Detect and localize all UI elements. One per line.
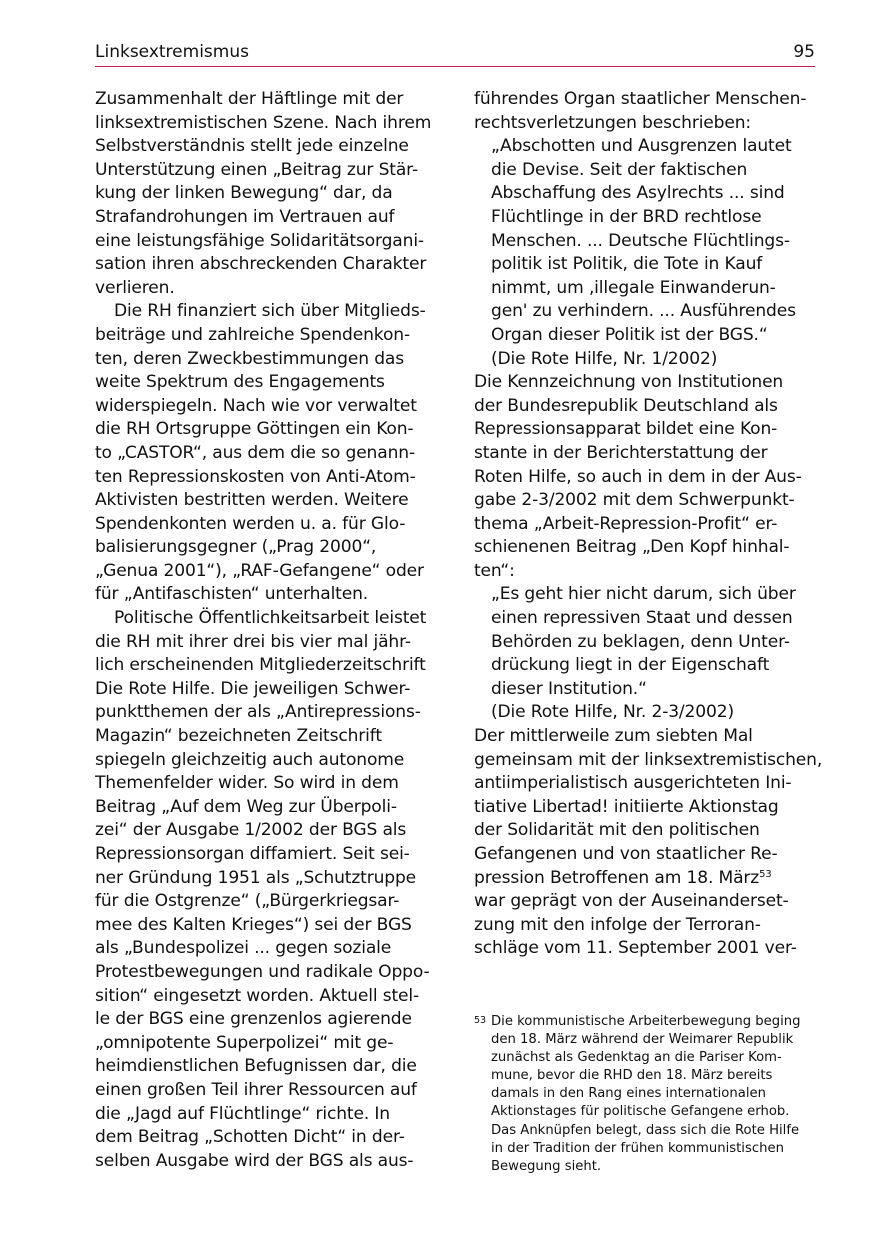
text-line-content: rechtsverletzungen beschrieben: [474, 112, 752, 133]
text-line-content: die „Jagd auf Flüchtlinge“ richte. In [95, 1103, 390, 1124]
running-title: Linksextremismus [95, 42, 249, 62]
text-line [95, 1079, 441, 1103]
text-line-content: Themenfelder wider. So wird in dem [95, 773, 399, 794]
text-line-content: dem Beitrag „Schotten Dicht“ in der- [95, 1127, 405, 1148]
text-line-content: selben Ausgabe wird der BGS als aus- [95, 1150, 414, 1171]
text-line [474, 159, 820, 183]
footnote-line: Aktionstages für politische Gefangene erhob. [491, 1104, 790, 1120]
footnote-number: 53 [474, 1015, 487, 1026]
text-line [95, 678, 441, 702]
text-line-content: kung der linken Bewegung“ dar, da [95, 183, 393, 204]
text-line-content: Repressionsorgan diffamiert. Seit sei- [95, 844, 410, 864]
text-line-content: le der BGS eine grenzenlos agierende [95, 1009, 412, 1030]
text-line [95, 230, 441, 254]
text-line-content: verlieren. [95, 277, 175, 298]
text-line-content: schienenen Beitrag „Den Kopf hinhal- [474, 537, 790, 558]
text-line [474, 654, 820, 678]
text-line [95, 418, 441, 442]
text-line [95, 843, 441, 867]
footnote-text [474, 1013, 819, 1176]
text-line-content: Repressionsapparat bildet eine Kon- [474, 419, 778, 440]
footnote-line: Die kommunistische Arbeiterbewegung beging [491, 1014, 801, 1029]
text-line [95, 348, 441, 372]
text-line [474, 253, 820, 277]
text-line [95, 1008, 441, 1032]
text-line [95, 654, 441, 678]
text-line-content: die Devise. Seit der faktischen [491, 159, 748, 180]
text-line [474, 230, 820, 254]
text-line [95, 560, 441, 584]
text-line [95, 607, 441, 631]
text-line-content: Magazin“ bezeichneten Zeitschrift [95, 726, 382, 747]
text-line-content: tiative Libertad! initiierte Aktionstag [474, 796, 779, 817]
text-line-content: Behörden zu beklagen, denn Unter- [491, 631, 790, 652]
text-line-content: sition“ eingesetzt worden. Aktuell stel- [95, 985, 419, 1006]
text-line [474, 631, 820, 655]
text-line [95, 1150, 441, 1174]
text-line-content: „Es geht hier nicht darum, sich über [491, 584, 796, 605]
text-line-content: ten, deren Zweckbestimmungen das [95, 348, 404, 369]
footnote [474, 1013, 819, 1176]
text-line-content: widerspiegeln. Nach wie vor verwaltet [95, 395, 417, 416]
text-line [474, 418, 820, 442]
text-line [95, 159, 441, 183]
text-line [95, 631, 441, 655]
text-line [474, 583, 820, 607]
text-line [95, 985, 441, 1009]
text-line-content: einen großen Teil ihrer Ressourcen auf [95, 1079, 417, 1100]
footnote-line: in der Tradition der frühen kommunistischen [491, 1140, 784, 1156]
text-line [474, 914, 820, 938]
text-line-content: der Solidarität mit den politischen [474, 820, 760, 841]
text-line [95, 489, 441, 513]
text-line [474, 442, 820, 466]
text-line-content: balisierungsgegner („Prag 2000“, [95, 537, 377, 558]
text-line [95, 277, 441, 301]
text-line-content: für die Ostgrenze“ („Bürgerkriegsar- [95, 891, 400, 912]
text-line-content: Gefangenen und von staatlicher Re- [474, 844, 778, 864]
text-line-content: sation ihren abschreckenden Charakter [95, 254, 427, 275]
text-line [95, 300, 441, 324]
text-line [474, 513, 820, 537]
text-line-content: ten Repressionskosten von Anti-Atom- [95, 466, 416, 487]
text-line-content: Die RH finanziert sich über Mitglieds- [114, 301, 426, 322]
text-line [95, 701, 441, 725]
text-line [474, 819, 820, 843]
text-line-content: Der mittlerweile zum siebten Mal [474, 726, 753, 747]
text-line [95, 725, 441, 749]
text-line-content: nimmt, um ‚illegale Einwanderun- [491, 277, 776, 298]
text-line [474, 678, 820, 702]
text-line [474, 796, 820, 820]
text-line-content: Zusammenhalt der Häftlinge mit der [95, 89, 404, 109]
text-line [474, 182, 820, 206]
text-line-content: Roten Hilfe, so auch in dem in der Aus- [474, 466, 802, 487]
text-line [95, 890, 441, 914]
text-line-content: politik ist Politik, die Tote in Kauf [491, 254, 763, 275]
text-line [95, 772, 441, 796]
footnote-line: den 18. März während der Weimarer Republik [491, 1032, 794, 1048]
text-line [95, 1055, 441, 1079]
text-line-content: stante in der Berichterstattung der [474, 442, 768, 463]
text-line [95, 583, 441, 607]
text-line [95, 395, 441, 419]
text-line [95, 749, 441, 773]
right-text-column [474, 88, 823, 961]
text-line-content: Selbstverständnis stellt jede einzelne [95, 136, 409, 157]
text-line-content: als „Bundespolizei ... gegen soziale [95, 938, 392, 959]
footnote-line: Das Anknüpfen belegt, dass sich die Rote Hilfe [491, 1122, 800, 1138]
text-line [95, 135, 441, 159]
text-line [95, 914, 441, 938]
text-line [95, 1126, 441, 1150]
text-line-content: dieser Institution.“ [491, 678, 647, 699]
text-line-content: ten“: [474, 560, 515, 581]
text-line [95, 796, 441, 820]
text-line-content: Strafandrohungen im Vertrauen auf [95, 206, 395, 227]
text-line [474, 88, 820, 112]
text-line-content: die RH mit ihrer drei bis vier mal jähr- [95, 631, 411, 652]
text-line [95, 442, 441, 466]
text-line-content: pression Betroffenen am 18. März [474, 867, 760, 888]
text-line-content: to „CASTOR“, aus dem die so genann- [95, 442, 415, 463]
text-line-content: weite Spektrum des Engagements [95, 372, 385, 393]
text-line-content: Flüchtlinge in der BRD rechtlose [491, 206, 762, 227]
text-line-content: heimdienstlichen Befugnissen dar, die [95, 1056, 417, 1077]
text-line [474, 701, 820, 725]
text-line [95, 819, 441, 843]
text-line [474, 867, 820, 891]
text-line [474, 560, 820, 584]
text-line [95, 88, 441, 112]
text-line [474, 489, 820, 513]
text-line [95, 961, 441, 985]
text-line-content: gabe 2-3/2002 mit dem Schwerpunkt- [474, 490, 795, 511]
text-line [474, 607, 820, 631]
text-line-content: Unterstützung einen „Beitrag zur Stär- [95, 159, 418, 180]
text-line [474, 135, 820, 159]
text-line-content: für „Antifaschisten“ unterhalten. [95, 584, 369, 605]
text-line-content: eine leistungsfähige Solidaritätsorgani- [95, 230, 424, 251]
text-line-content: zei“ der Ausgabe 1/2002 der BGS als [95, 820, 407, 841]
text-line [95, 324, 441, 348]
text-line-content: linksextremistischen Szene. Nach ihrem [95, 112, 432, 133]
text-line [95, 1103, 441, 1127]
text-line [474, 890, 820, 914]
text-line-content: einen repressiven Staat und dessen [491, 608, 793, 629]
text-line [474, 843, 820, 867]
text-line-content: der Bundesrepublik Deutschland als [474, 395, 778, 416]
text-line-content: „Abschotten und Ausgrenzen lautet [491, 136, 792, 157]
footnote-line: zunächst als Gedenktag an die Pariser Kom- [491, 1050, 782, 1066]
text-line-content: Spendenkonten werden u. a. für Glo- [95, 513, 406, 534]
text-line [95, 513, 441, 537]
text-line-content: „Genua 2001“), „RAF-Gefangene“ oder [95, 560, 424, 581]
text-line [474, 324, 820, 348]
text-line-content: (Die Rote Hilfe, Nr. 2-3/2002) [491, 702, 734, 723]
text-line-content: schläge vom 11. September 2001 ver- [474, 938, 797, 959]
text-line-content: war geprägt von der Auseinanderset- [474, 891, 789, 912]
text-line [95, 253, 441, 277]
text-line [474, 536, 820, 560]
text-line [95, 371, 441, 395]
text-line-content: thema „Arbeit-Repression-Profit“ er- [474, 513, 778, 534]
text-line-content: die RH Ortsgruppe Göttingen ein Kon- [95, 419, 414, 440]
running-header [95, 42, 815, 67]
footnote-reference: 53 [759, 868, 772, 880]
text-line-content: zung mit den infolge der Terroran- [474, 914, 761, 935]
text-line [474, 937, 820, 961]
text-line [95, 182, 441, 206]
text-line [474, 725, 820, 749]
page-number: 95 [793, 42, 815, 62]
text-line-content: beiträge und zahlreiche Spendenkon- [95, 324, 410, 345]
text-line-content: Die Rote Hilfe. Die jeweiligen Schwer- [95, 678, 411, 699]
text-line-content: Protestbewegungen und radikale Oppo- [95, 961, 430, 982]
footnote-line: damals in den Rang eines internationalen [491, 1086, 766, 1102]
text-line-content: punktthemen der als „Antirepressions- [95, 702, 421, 723]
text-line-content: gemeinsam mit der linksextremistischen, [474, 749, 823, 770]
text-line-content: Abschaffung des Asylrechts ... sind [491, 183, 785, 204]
text-line-content: mee des Kalten Krieges“) sei der BGS [95, 914, 412, 935]
text-line-content: ner Gründung 1951 als „Schutztruppe [95, 867, 417, 888]
text-line-content: führendes Organ staatlicher Menschen- [474, 89, 807, 109]
text-line [474, 749, 823, 773]
text-line-content: Politische Öffentlichkeitsarbeit leistet [114, 608, 427, 629]
text-line-content: „omnipotente Superpolizei“ mit ge- [95, 1032, 394, 1053]
text-line-content: (Die Rote Hilfe, Nr. 1/2002) [491, 348, 718, 369]
text-line-content: Menschen. ... Deutsche Flüchtlings- [491, 230, 790, 251]
text-line [95, 536, 441, 560]
text-line [474, 371, 820, 395]
text-line-content: Beitrag „Auf dem Weg zur Überpoli- [95, 796, 397, 817]
footnote-line: mune, bevor die RHD den 18. März bereits [491, 1068, 773, 1084]
text-line [95, 867, 441, 891]
text-line-content: antiimperialistisch ausgerichteten Ini- [474, 773, 792, 794]
text-line [474, 466, 820, 490]
text-line-content: gen' zu verhindern. ... Ausführendes [491, 301, 796, 322]
text-line [95, 1032, 441, 1056]
text-line [474, 395, 820, 419]
text-line-content: lich erscheinenden Mitgliederzeitschrift [95, 655, 426, 676]
footnote-line: Bewegung sieht. [491, 1158, 602, 1174]
text-line-content: drückung liegt in der Eigenschaft [491, 655, 770, 676]
text-line [474, 772, 820, 796]
text-line [95, 206, 441, 230]
text-line [95, 112, 441, 136]
left-text-column [95, 88, 441, 1173]
text-line-content: Die Kennzeichnung von Institutionen [474, 372, 784, 393]
text-line [474, 300, 820, 324]
text-line-content: Aktivisten bestritten werden. Weitere [95, 490, 409, 511]
text-line [474, 348, 820, 372]
text-line-content: spiegeln gleichzeitig auch autonome [95, 749, 405, 770]
text-line [474, 112, 820, 136]
text-line [474, 277, 820, 301]
text-line [95, 937, 441, 961]
text-line-content: Organ dieser Politik ist der BGS.“ [491, 324, 768, 345]
text-line [95, 466, 441, 490]
text-line [474, 206, 820, 230]
